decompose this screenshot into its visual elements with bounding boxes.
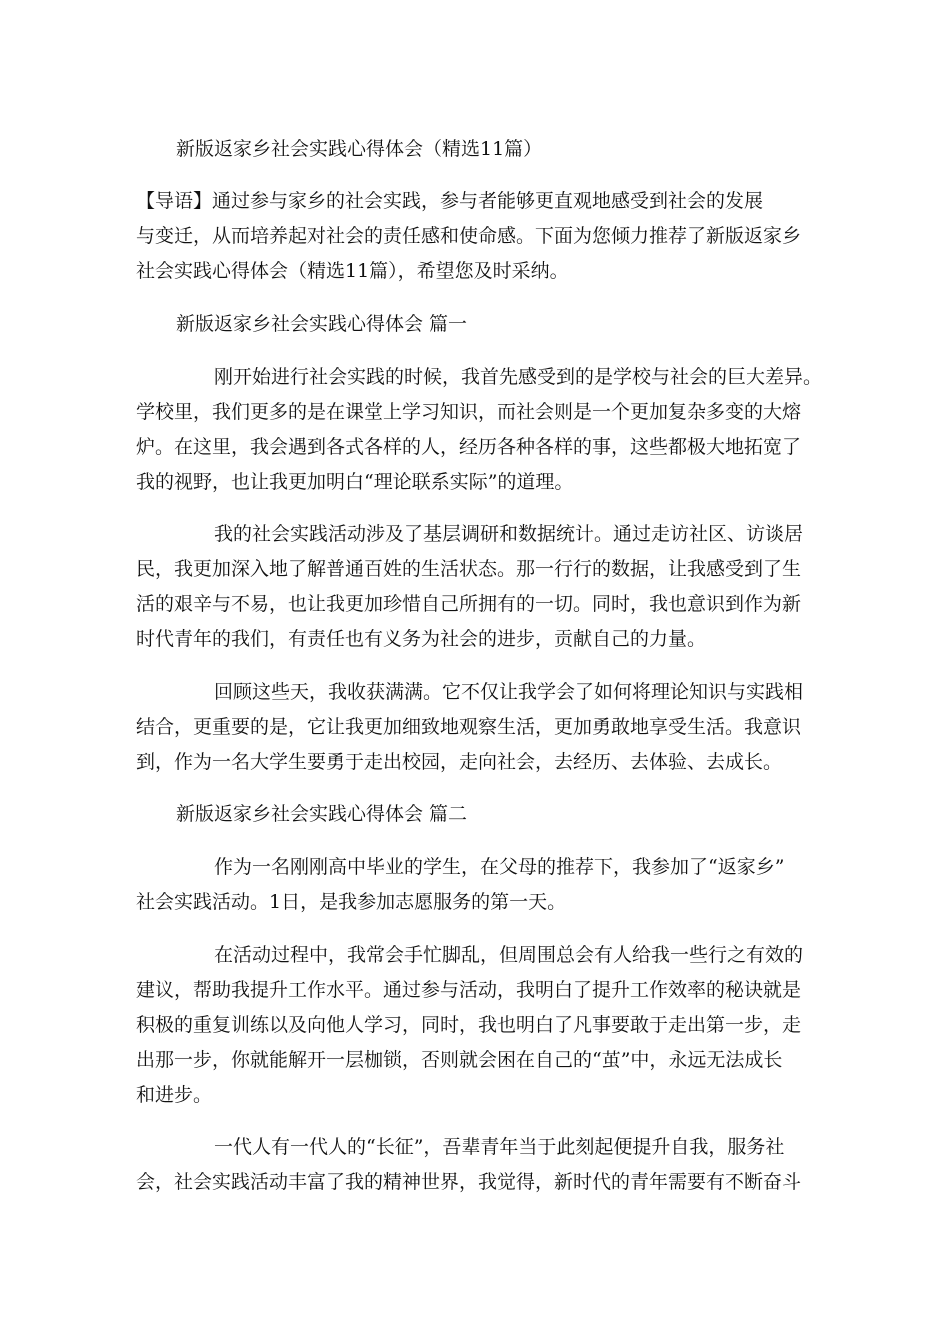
paragraph-line: 结合，更重要的是，它让我更加细致地观察生活，更加勇敢地享受生活。我意识 <box>136 716 802 738</box>
intro-line: 社会实践心得体会（精选11篇），希望您及时采纳。 <box>136 260 569 282</box>
paragraph-line: 我的社会实践活动涉及了基层调研和数据统计。通过走访社区、访谈居 <box>214 523 804 545</box>
paragraph-line: 炉。在这里，我会遇到各式各样的人，经历各种各样的事，这些都极大地拓宽了 <box>136 436 802 458</box>
paragraph-line: 刚开始进行社会实践的时候，我首先感受到的是学校与社会的巨大差异。 <box>214 366 823 388</box>
paragraph-line: 一代人有一代人的“长征”，吾辈青年当于此刻起便提升自我，服务社 <box>214 1136 785 1158</box>
paragraph-line: 在活动过程中，我常会手忙脚乱，但周围总会有人给我一些行之有效的 <box>214 944 804 966</box>
paragraph-line: 到，作为一名大学生要勇于走出校园，走向社会，去经历、去体验、去成长。 <box>136 751 783 773</box>
paragraph-line: 我的视野，也让我更加明白“理论联系实际”的道理。 <box>136 471 574 493</box>
paragraph-line: 和进步。 <box>136 1084 213 1106</box>
section-heading-1: 新版返家乡社会实践心得体会 篇一 <box>176 313 468 335</box>
paragraph-line: 活的艰辛与不易，也让我更加珍惜自己所拥有的一切。同时，我也意识到作为新 <box>136 593 802 615</box>
paragraph-line: 社会实践活动。1日，是我参加志愿服务的第一天。 <box>136 891 567 913</box>
intro-line: 与变迁，从而培养起对社会的责任感和使命感。下面为您倾力推荐了新版返家乡 <box>136 225 802 247</box>
paragraph-line: 学校里，我们更多的是在课堂上学习知识，而社会则是一个更加复杂多变的大熔 <box>136 401 802 423</box>
paragraph-line: 民，我更加深入地了解普通百姓的生活状态。那一行行的数据，让我感受到了生 <box>136 558 802 580</box>
paragraph-line: 积极的重复训练以及向他人学习，同时，我也明白了凡事要敢于走出第一步，走 <box>136 1014 802 1036</box>
intro-line: 【导语】通过参与家乡的社会实践，参与者能够更直观地感受到社会的发展 <box>136 190 764 212</box>
paragraph-line: 时代青年的我们，有责任也有义务为社会的进步，贡献自己的力量。 <box>136 628 707 650</box>
paragraph-line: 回顾这些天，我收获满满。它不仅让我学会了如何将理论知识与实践相 <box>214 681 804 703</box>
section-heading-2: 新版返家乡社会实践心得体会 篇二 <box>176 803 468 825</box>
paragraph-line: 出那一步，你就能解开一层枷锁，否则就会困在自己的“茧”中，永远无法成长 <box>136 1049 783 1071</box>
paragraph-line: 建议，帮助我提升工作水平。通过参与活动，我明白了提升工作效率的秘诀就是 <box>136 979 802 1001</box>
document-title: 新版返家乡社会实践心得体会（精选11篇） <box>176 138 543 160</box>
paragraph-line: 会，社会实践活动丰富了我的精神世界，我觉得，新时代的青年需要有不断奋斗 <box>136 1171 802 1193</box>
paragraph-line: 作为一名刚刚高中毕业的学生，在父母的推荐下，我参加了“返家乡” <box>214 856 785 878</box>
